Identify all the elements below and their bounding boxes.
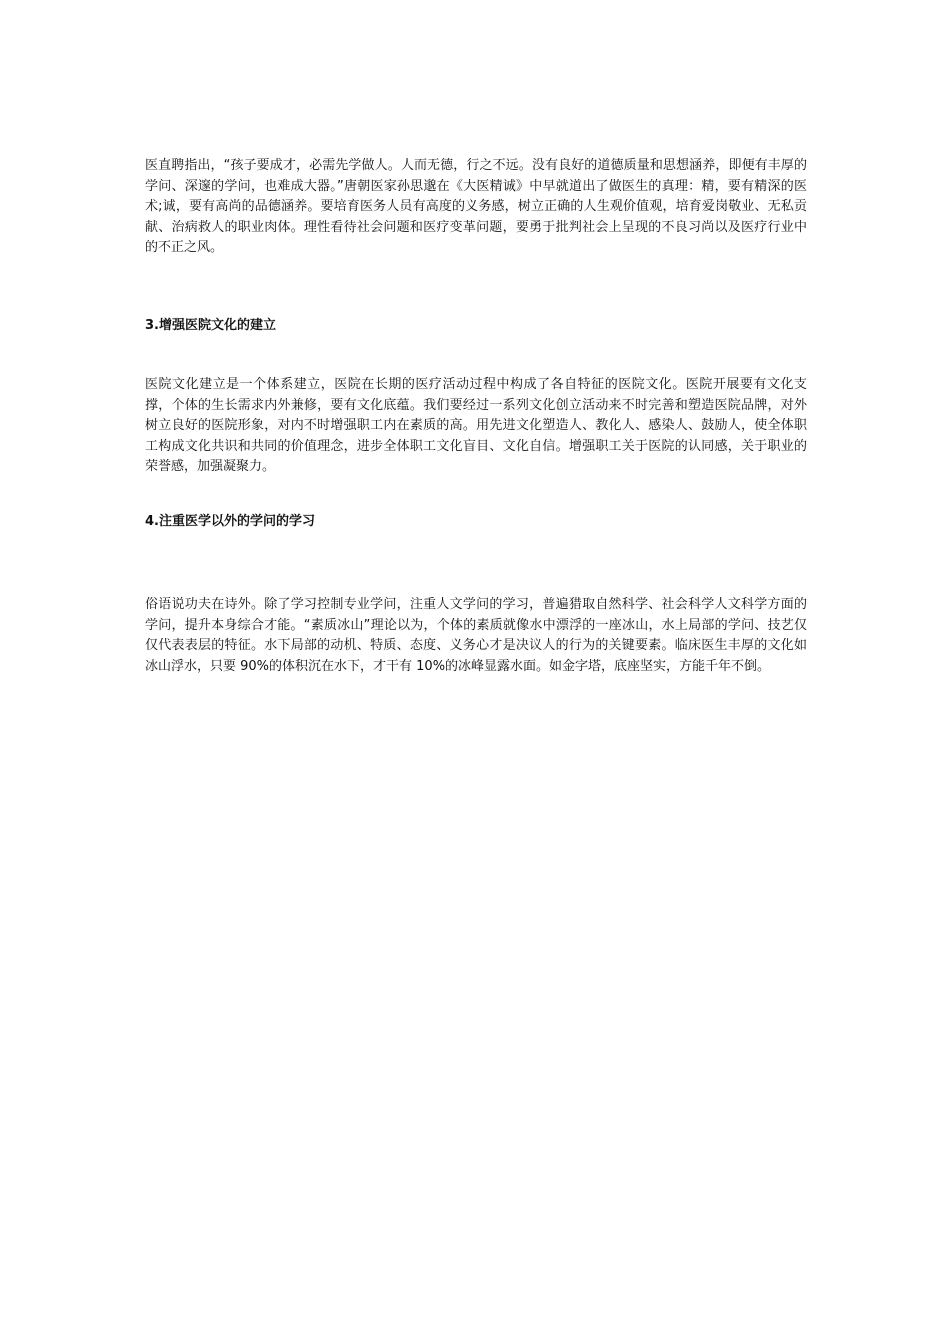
paragraph-hospital-culture: 医院文化建立是一个体系建立，医院在长期的医疗活动过程中构成了各自特征的医院文化。医院开展要有文化支撑，个体的生长需求内外兼修，要有文化底蕴。我们要经过一系列文化创立活动来不时完善和塑造医院品牌，对外树立良好的医院形象，对内不时增强职工内在素质的高。用先进文化塑造人、教化人、感染人、鼓励人，使全体职工构成文化共识和共同的价值理念，进步全体职工文化盲目、文化自信。增强职工关于医院的认同感，关于职业的荣誉感，加强凝聚力。 bbox=[145, 377, 807, 474]
heading-non-medical-learning: 4.注重医学以外的学问的学习 bbox=[145, 514, 315, 529]
paragraph-professional-ethics: 医直聘指出，“孩子要成才，必需先学做人。人而无德，行之不远。没有良好的道德质量和思想涵养，即便有丰厚的学问、深邃的学问，也难成大器。”唐朝医家孙思邈在《大医精诚》中早就道出了做医生的真理：精，要有精深的医术;诚，要有高尚的品德涵养。要培育医务人员有高度的义务感，树立正确的人生观价值观，培育爱岗敬业、无私贡献、治病救人的职业肉体。理性看待社会问题和医疗变革问题，要勇于批判社会上呈现的不良习尚以及医疗行业中的不正之风。 bbox=[145, 158, 807, 255]
paragraph-non-medical-learning: 俗语说功夫在诗外。除了学习控制专业学问，注重人文学问的学习，普遍猎取自然科学、社会科学人文科学方面的学问，提升本身综合才能。“素质冰山”理论以为，个体的素质就像水中漂浮的一座冰山，水上局部的学问、技艺仅仅代表表层的特征。水下局部的动机、特质、态度、义务心才是决议人的行为的关键要素。临床医生丰厚的文化如冰山浮水，只要 90%的体积沉在水下，才干有 10%的冰峰显露水面。如金字塔，底座坚实，方能千年不倒。 bbox=[145, 597, 807, 674]
heading-hospital-culture: 3.增强医院文化的建立 bbox=[145, 318, 276, 333]
